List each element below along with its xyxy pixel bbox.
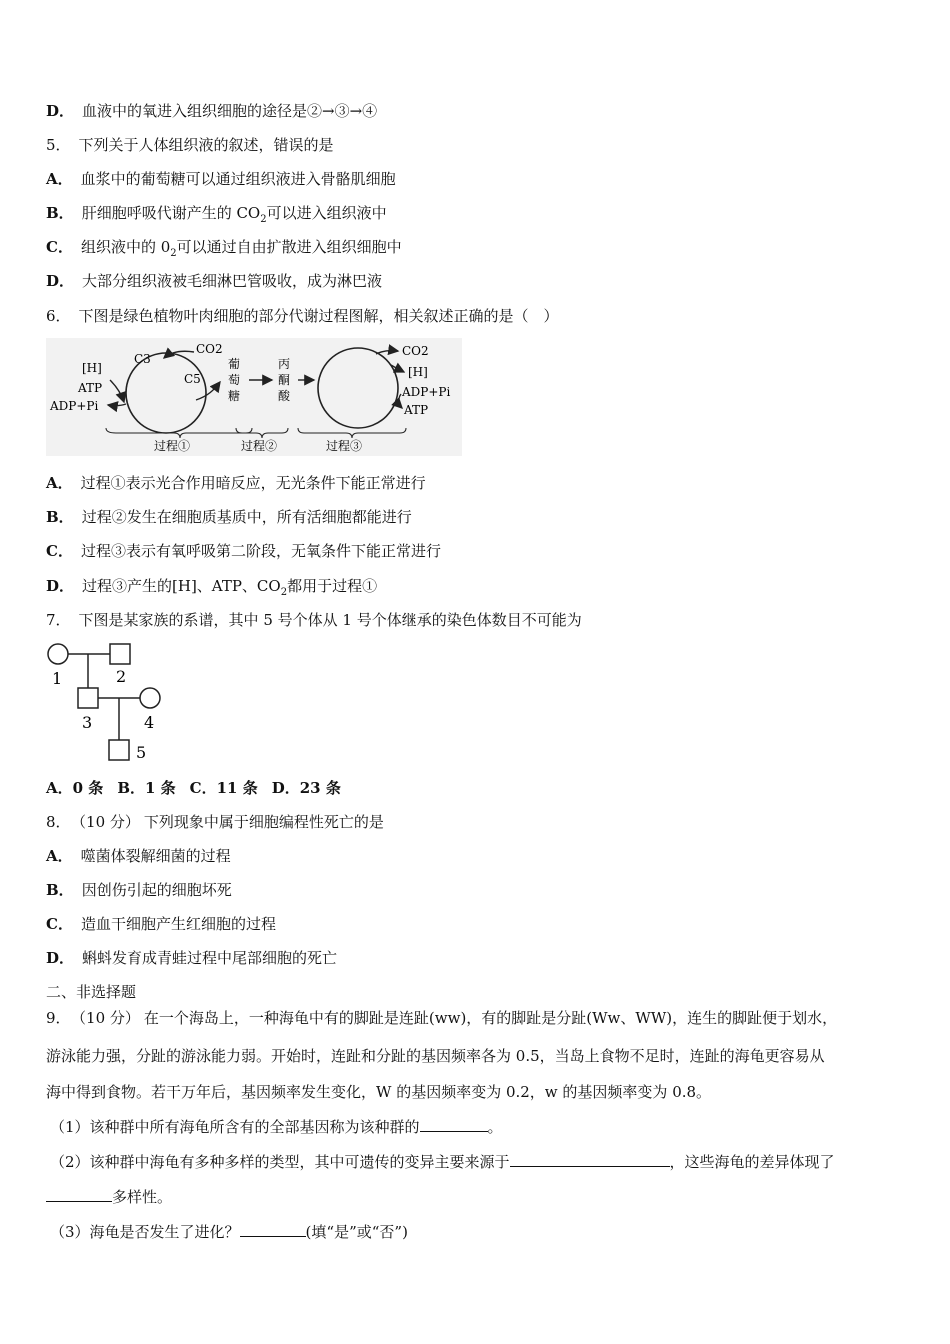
q5-stem bbox=[46, 135, 334, 155]
subscript: 2 bbox=[280, 587, 288, 598]
q6-stem bbox=[46, 306, 559, 326]
sub-question-end: 。 bbox=[487, 1118, 503, 1136]
option-text: 过程①表示光合作用暗反应，无光条件下能正常进行 bbox=[80, 474, 426, 492]
question-number: 9． bbox=[46, 1009, 71, 1027]
option-text: 过程②发生在细胞质基质中，所有活细胞都能进行 bbox=[81, 508, 412, 526]
q6-option-d bbox=[46, 576, 377, 603]
q9-sub-2-cont bbox=[46, 1187, 172, 1207]
adp-right-label: ADP+Pi bbox=[402, 385, 451, 399]
option-c-text: 11 条 bbox=[216, 779, 258, 797]
individual-2-male bbox=[110, 644, 130, 664]
sub-question-end: 多样性。 bbox=[112, 1188, 173, 1206]
glucose-char-2: 萄 bbox=[228, 373, 241, 387]
answer-blank-4[interactable] bbox=[240, 1222, 306, 1237]
q6-option-b bbox=[46, 507, 412, 527]
label-4: 4 bbox=[144, 713, 155, 732]
q5-option-b bbox=[46, 203, 387, 230]
option-text: 肝细胞呼吸代谢产生的 CO bbox=[81, 204, 261, 222]
option-text-cont: 可以通过自由扩散进入组织细胞中 bbox=[176, 238, 402, 256]
individual-4-female bbox=[140, 688, 160, 708]
q8-stem bbox=[46, 812, 384, 832]
sub-question-text: （2）该种群中海龟有多种多样的类型，其中可遗传的变异主要来源于 bbox=[50, 1153, 510, 1171]
pyruvate-char-3: 酸 bbox=[278, 389, 291, 403]
option-label: B． bbox=[46, 204, 74, 222]
option-text-cont: 都用于过程① bbox=[287, 577, 378, 595]
q7-stem bbox=[46, 610, 582, 630]
option-label: B． bbox=[46, 881, 74, 899]
option-label: D． bbox=[46, 272, 75, 290]
paragraph-text: 在一个海岛上，一种海龟中有的脚趾是连趾(ww)，有的脚趾是分趾(Ww、WW)，连生的脚趾便于划水， bbox=[143, 1009, 838, 1027]
co2-input-label: CO2 bbox=[196, 342, 223, 356]
question-number: 6． bbox=[46, 307, 71, 325]
process-3-label: 过程③ bbox=[326, 439, 363, 453]
option-text: 血浆中的葡萄糖可以通过组织液进入骨骼肌细胞 bbox=[80, 170, 396, 188]
sub-question-text: （3）海龟是否发生了进化？ bbox=[50, 1223, 240, 1241]
option-text: 大部分组织液被毛细淋巴管吸收，成为淋巴液 bbox=[82, 272, 383, 290]
answer-blank-2[interactable] bbox=[510, 1152, 670, 1167]
q9-paragraph-1 bbox=[46, 1008, 837, 1028]
pedigree-diagram bbox=[46, 640, 176, 766]
q5-option-d bbox=[46, 271, 382, 291]
answer-blank-1[interactable] bbox=[420, 1117, 488, 1132]
h-right-label: [H] bbox=[408, 365, 428, 379]
option-d-label: D． bbox=[271, 779, 300, 797]
option-label: C． bbox=[46, 915, 73, 933]
individual-3-male bbox=[78, 688, 98, 708]
answer-blank-3[interactable] bbox=[46, 1187, 112, 1202]
question-number: 5． bbox=[46, 136, 71, 154]
option-text: 过程③产生的[H]、ATP、CO bbox=[82, 577, 281, 595]
q5-option-a bbox=[46, 169, 396, 189]
q9-sub-2 bbox=[50, 1152, 835, 1172]
individual-1-female bbox=[48, 644, 68, 664]
option-d-text: 23 条 bbox=[299, 779, 341, 797]
q9-sub-1 bbox=[50, 1117, 503, 1137]
process-2-label: 过程② bbox=[241, 439, 278, 453]
q9-sub-3 bbox=[50, 1222, 408, 1242]
q6-option-c bbox=[46, 541, 441, 561]
q8-option-b bbox=[46, 880, 232, 900]
pyruvate-char-2: 酮 bbox=[278, 373, 291, 387]
q4-option-d bbox=[46, 101, 377, 121]
option-b-label: B． bbox=[117, 779, 145, 797]
q9-paragraph-3: 海中得到食物。若干万年后，基因频率发生变化，W 的基因频率变为 0.2，w 的基因频率变为 0.8。 bbox=[46, 1083, 712, 1101]
option-text: 血液中的氧进入组织细胞的途径是②→③→④ bbox=[82, 102, 378, 120]
option-a-text: 0 条 bbox=[72, 779, 104, 797]
option-label: D． bbox=[46, 577, 75, 595]
sub-question-text: （1）该种群中所有海龟所含有的全部基因称为该种群的 bbox=[50, 1118, 420, 1136]
option-a-label: A． bbox=[46, 779, 73, 797]
question-number: 7． bbox=[46, 611, 71, 629]
glucose-char-1: 葡 bbox=[228, 357, 241, 371]
subscript: 2 bbox=[260, 214, 267, 225]
c5-label: C5 bbox=[184, 372, 201, 386]
adp-left-label: ADP+Pi bbox=[50, 399, 99, 413]
glucose-char-3: 糖 bbox=[228, 389, 241, 403]
option-b-text: 1 条 bbox=[145, 779, 176, 797]
option-label: A． bbox=[46, 170, 73, 188]
option-text: 过程③表示有氧呼吸第二阶段，无氧条件下能正常进行 bbox=[80, 542, 441, 560]
sub-question-end: (填“是”或“否”) bbox=[305, 1223, 408, 1241]
process-1-label: 过程① bbox=[154, 439, 191, 453]
option-c-label: C． bbox=[189, 779, 217, 797]
option-label: C． bbox=[46, 542, 73, 560]
option-label: C． bbox=[46, 238, 73, 256]
q6-option-a bbox=[46, 473, 426, 493]
label-2: 2 bbox=[116, 667, 127, 686]
option-label: A． bbox=[46, 847, 73, 865]
question-text: 下图是绿色植物叶肉细胞的部分代谢过程图解，相关叙述正确的是（ ） bbox=[78, 307, 559, 325]
co2-output-label: CO2 bbox=[402, 344, 429, 358]
individual-5-male bbox=[109, 740, 129, 760]
option-label: D． bbox=[46, 949, 75, 967]
sub-question-cont: ，这些海龟的差异体现了 bbox=[669, 1153, 835, 1171]
option-text: 蝌蚪发育成青蛙过程中尾部细胞的死亡 bbox=[82, 949, 338, 967]
option-text: 噬菌体裂解细菌的过程 bbox=[80, 847, 231, 865]
q9-paragraph-2: 游泳能力强，分趾的游泳能力弱。开始时，连趾和分趾的基因频率各为 0.5，当岛上食物不足时，连趾的海龟更容易从 bbox=[46, 1047, 825, 1065]
option-text: 因创伤引起的细胞坏死 bbox=[81, 881, 232, 899]
h-left-label: [H] bbox=[82, 361, 102, 375]
q5-option-c bbox=[46, 237, 402, 264]
label-3: 3 bbox=[82, 713, 93, 732]
q8-option-a bbox=[46, 846, 231, 866]
option-text: 造血干细胞产生红细胞的过程 bbox=[80, 915, 276, 933]
atp-left-label: ATP bbox=[78, 381, 103, 395]
question-score: （10 分） bbox=[78, 1009, 140, 1027]
option-label: A． bbox=[46, 474, 73, 492]
option-label: B． bbox=[46, 508, 74, 526]
q7-options bbox=[46, 778, 341, 798]
atp-right-label: ATP bbox=[404, 403, 429, 417]
q8-option-c bbox=[46, 914, 276, 934]
option-label: D． bbox=[46, 102, 75, 120]
label-1: 1 bbox=[52, 669, 63, 688]
pyruvate-char-1: 丙 bbox=[278, 357, 291, 371]
label-5: 5 bbox=[136, 743, 147, 762]
question-text: 下列现象中属于细胞编程性死亡的是 bbox=[143, 813, 384, 831]
question-text: 下列关于人体组织液的叙述，错误的是 bbox=[78, 136, 334, 154]
option-text-cont: 可以进入组织液中 bbox=[266, 204, 387, 222]
c3-label: C3 bbox=[134, 352, 151, 366]
section-title: 二、非选择题 bbox=[46, 983, 137, 1001]
question-text: 下图是某家族的系谱，其中 5 号个体从 1 号个体继承的染色体数目不可能为 bbox=[78, 611, 582, 629]
question-score: （10 分） bbox=[78, 813, 140, 831]
metabolism-diagram bbox=[46, 338, 462, 456]
question-number: 8． bbox=[46, 813, 71, 831]
q8-option-d bbox=[46, 948, 337, 968]
subscript: 2 bbox=[170, 248, 177, 259]
option-text: 组织液中的 0 bbox=[80, 238, 171, 256]
